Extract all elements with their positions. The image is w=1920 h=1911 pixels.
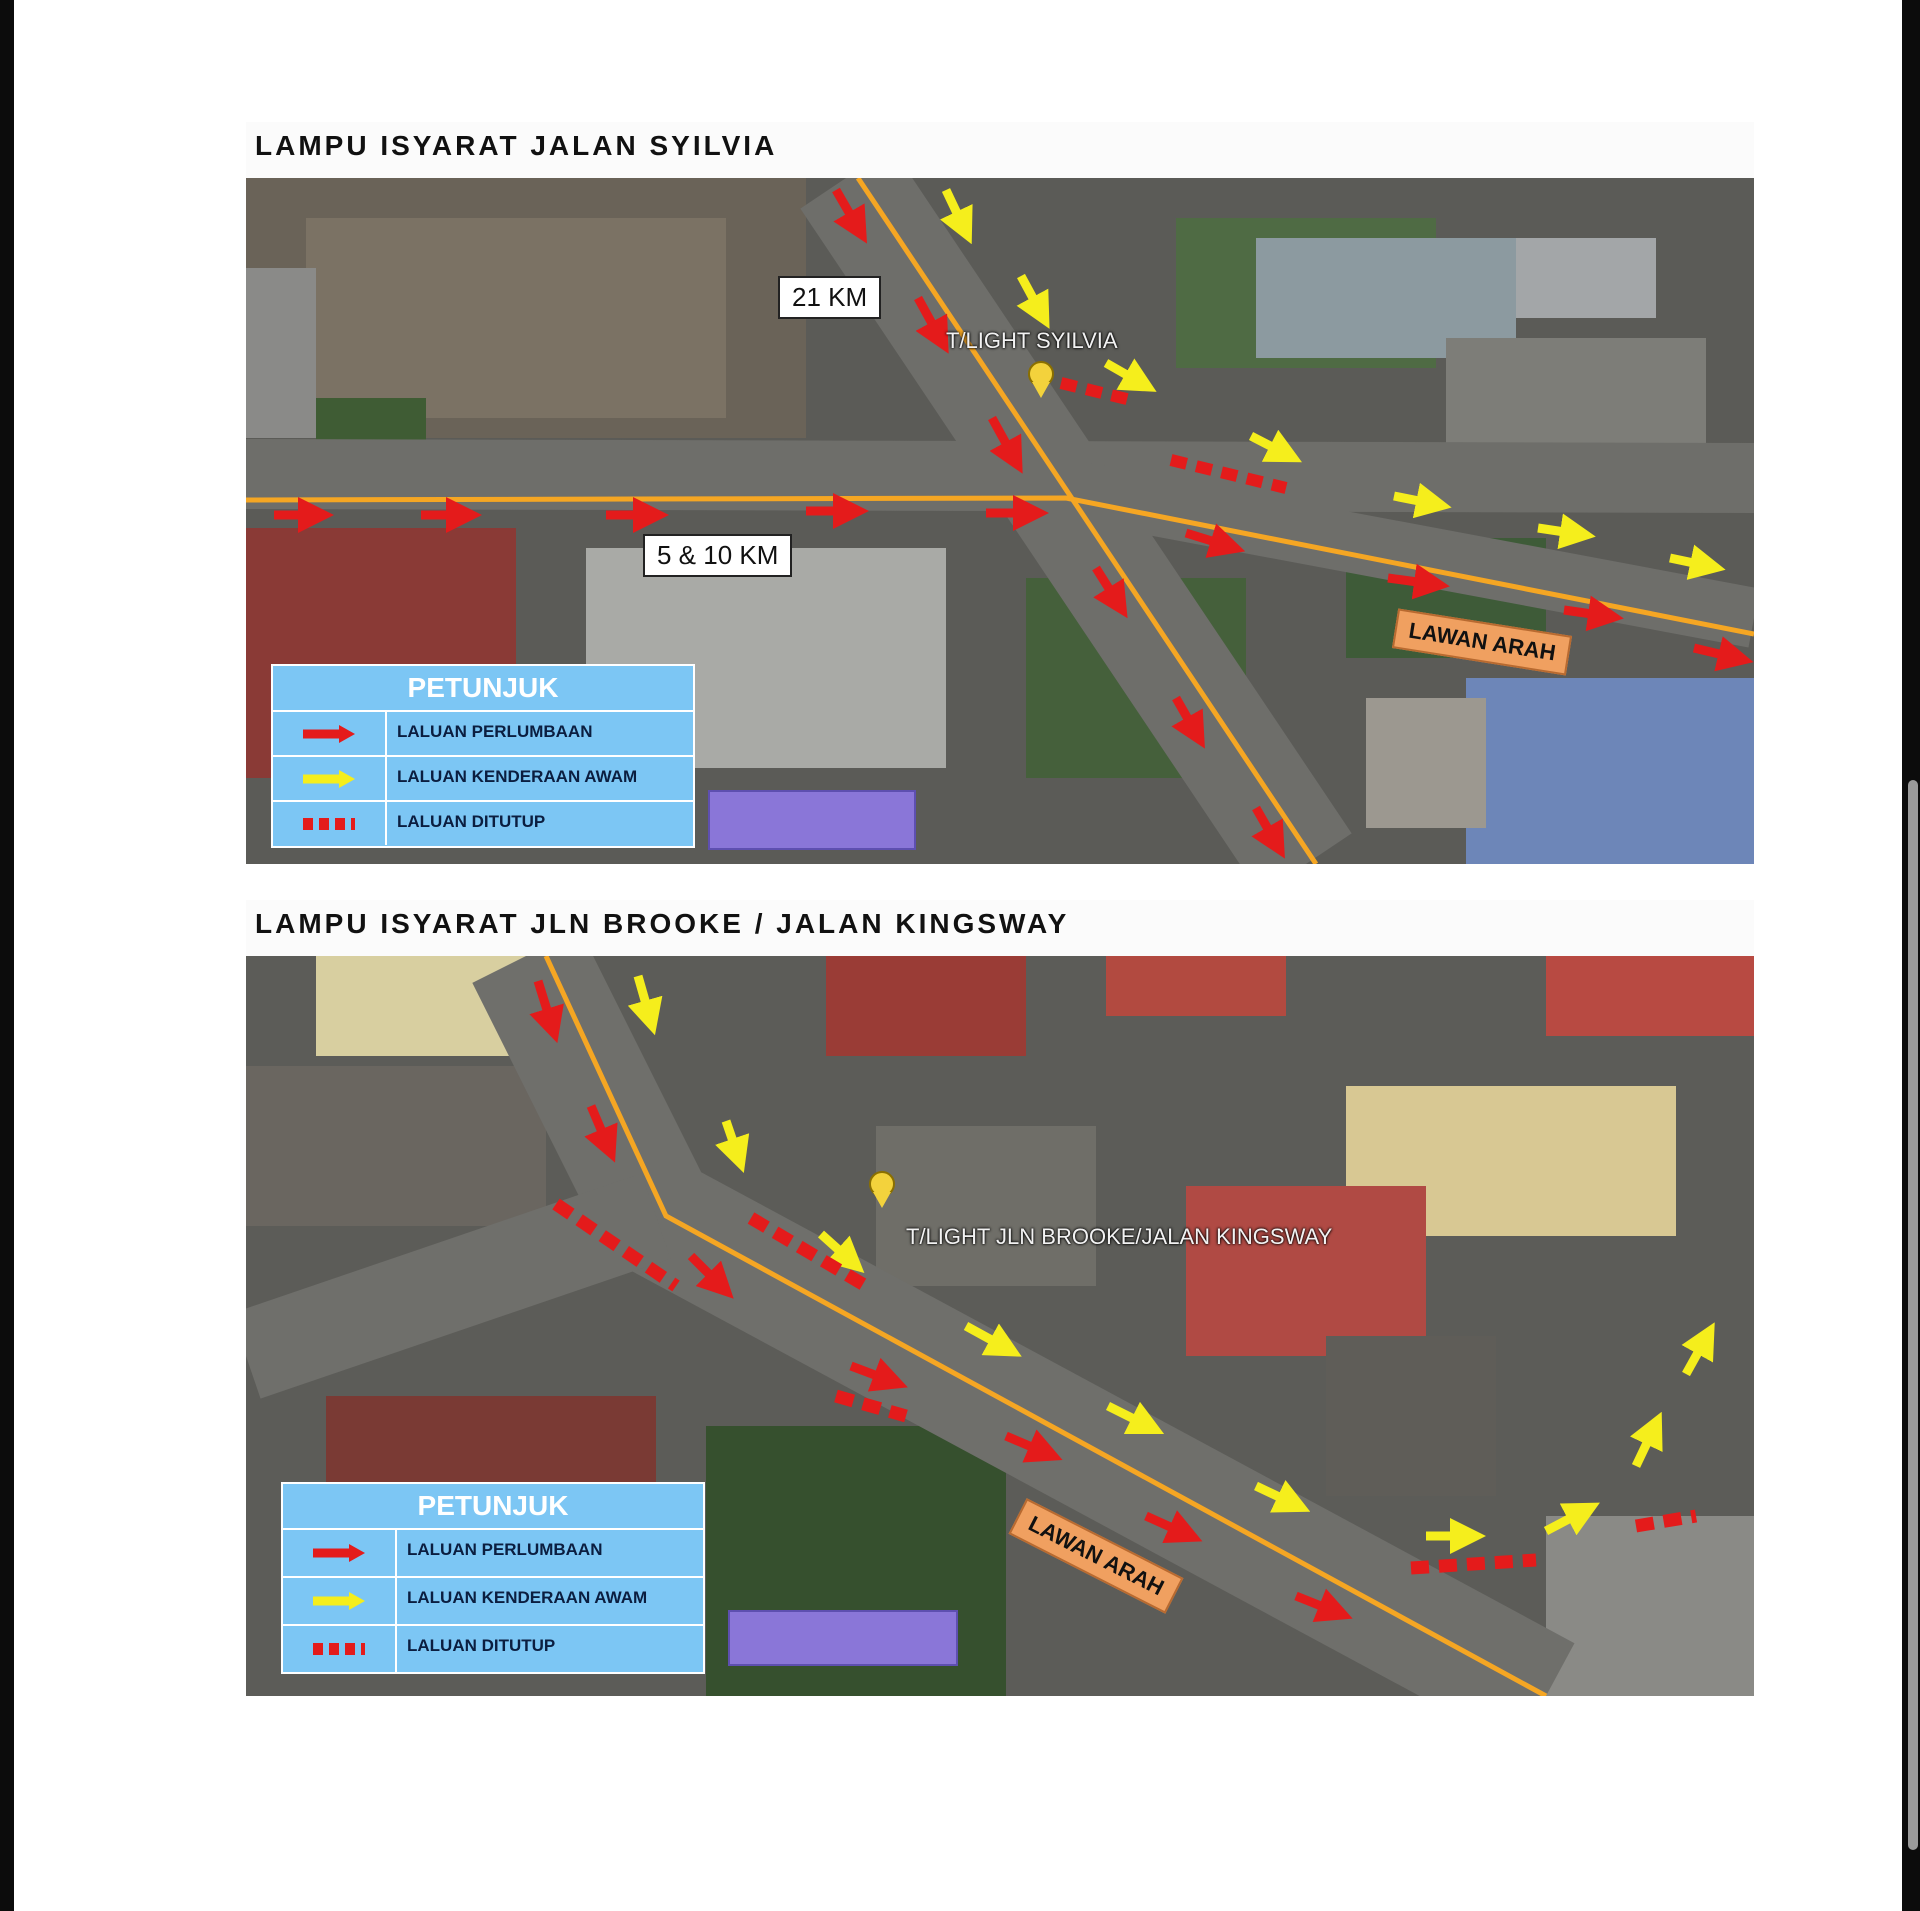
map-legend [271, 664, 695, 848]
placeholder-box [708, 790, 916, 850]
placeholder-box [728, 1610, 958, 1666]
road-barrier-icon [283, 1626, 397, 1672]
legend-label-public: LALUAN KENDERAAN AWAM [407, 1588, 648, 1607]
legend-row-public [283, 1578, 703, 1626]
yellow-arrow-icon [283, 1578, 397, 1624]
counterflow-label: LAWAN ARAH [1392, 608, 1572, 675]
legend-row-closed [273, 802, 693, 845]
yellow-arrow-icon [273, 757, 387, 800]
vertical-scrollbar[interactable] [1908, 780, 1918, 1850]
legend-label-race: LALUAN PERLUMBAAN [397, 722, 593, 741]
legend-title: PETUNJUK [273, 666, 693, 712]
panel-1-map [246, 178, 1754, 864]
road-barrier-icon [273, 802, 387, 845]
legend-label-public: LALUAN KENDERAAN AWAM [397, 767, 638, 786]
red-arrow-icon [283, 1530, 397, 1576]
legend-label-closed: LALUAN DITUTUP [407, 1636, 556, 1655]
legend-row-race [273, 712, 693, 757]
distance-label-5-10km: 5 & 10 KM [643, 534, 792, 577]
map-place-label: T/LIGHT SYILVIA [946, 328, 1118, 353]
distance-label-21km: 21 KM [778, 276, 881, 319]
panel-1-title: LAMPU ISYARAT JALAN SYILVIA [255, 130, 778, 161]
counterflow-label: LAWAN ARAH [1009, 1498, 1184, 1614]
legend-title: PETUNJUK [283, 1484, 703, 1530]
panel-2-map [246, 956, 1754, 1696]
legend-row-closed [283, 1626, 703, 1672]
legend-label-race: LALUAN PERLUMBAAN [407, 1540, 603, 1559]
panel-2-title: LAMPU ISYARAT JLN BROOKE / JALAN KINGSWAY [255, 908, 1070, 939]
legend-row-public [273, 757, 693, 802]
map-legend [281, 1482, 705, 1674]
legend-label-closed: LALUAN DITUTUP [397, 812, 546, 831]
map-place-label: T/LIGHT JLN BROOKE/JALAN KINGSWAY [906, 1224, 1333, 1249]
legend-row-race [283, 1530, 703, 1578]
red-arrow-icon [273, 712, 387, 755]
document-page [14, 0, 1902, 1911]
